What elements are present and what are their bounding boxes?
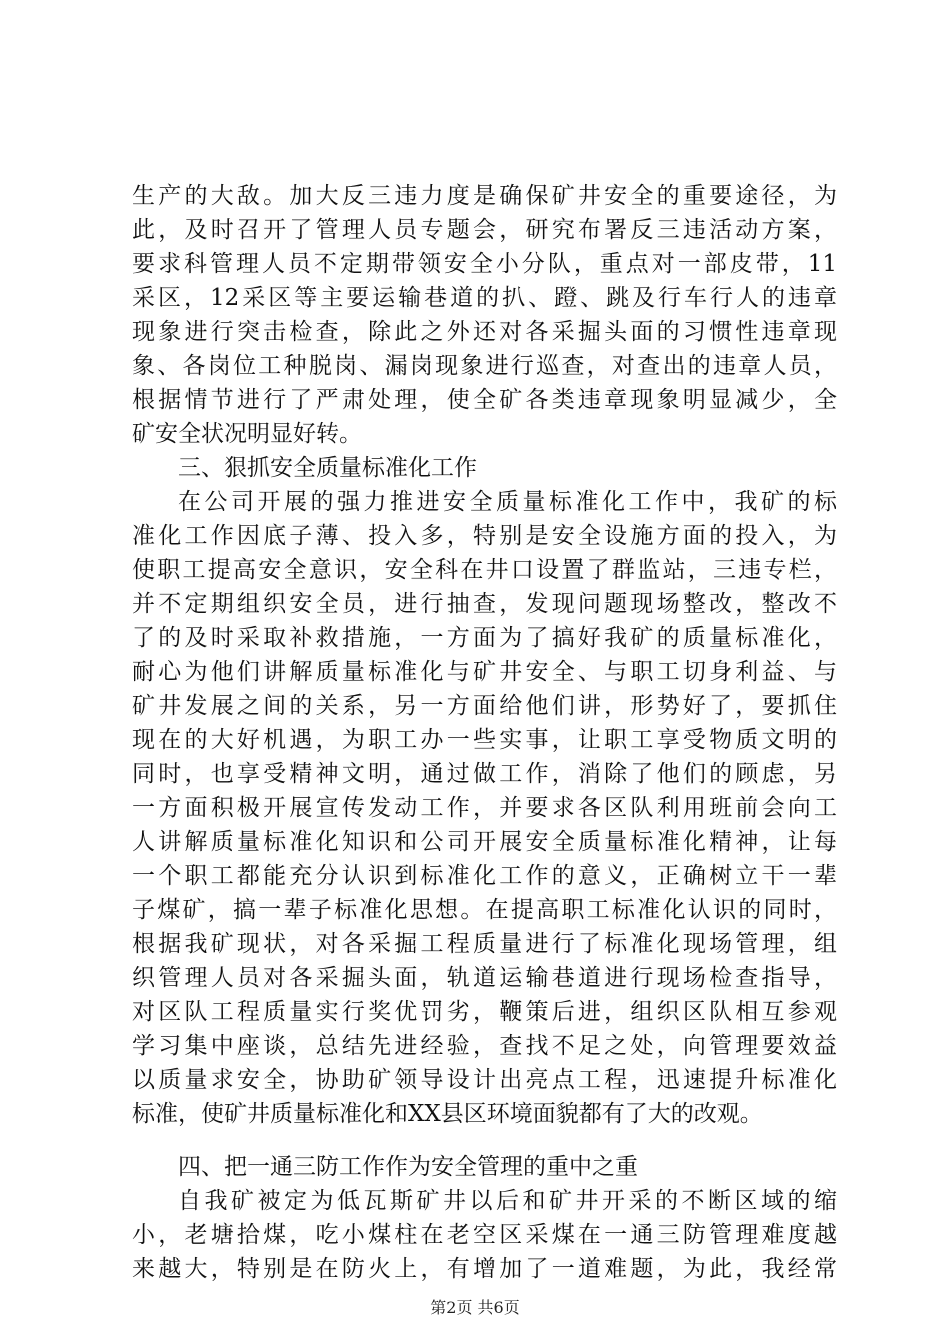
text-line: 耐心为他们讲解质量标准化与矿井安全、与职工切身利益、与 (132, 659, 837, 685)
text-line: 现象进行突击检查，除此之外还对各采掘头面的习惯性违章现 (132, 319, 837, 345)
text-line: 生产的大敌。加大反三违力度是确保矿井安全的重要途径，为 (132, 183, 837, 209)
text-line: 根据我矿现状，对各采掘工程质量进行了标准化现场管理，组 (132, 931, 837, 957)
text-line: 使职工提高安全意识，安全科在井口设置了群监站，三违专栏， (132, 557, 837, 583)
text-line: 来越大，特别是在防火上，有增加了一道难题，为此，我经常 (132, 1256, 837, 1282)
text-line: 并不定期组织安全员，进行抽查，发现问题现场整改，整改不 (132, 591, 837, 617)
text-line: 对区队工程质量实行奖优罚劣，鞭策后进，组织区队相互参观 (132, 999, 837, 1025)
text-line: 采区，12采区等主要运输巷道的扒、蹬、跳及行车行人的违章 (132, 285, 837, 311)
text-line: 了的及时采取补救措施，一方面为了搞好我矿的质量标准化， (132, 625, 837, 651)
text-line: 矿井发展之间的关系，另一方面给他们讲，形势好了，要抓住 (132, 693, 837, 719)
text-line: 同时，也享受精神文明，通过做工作，消除了他们的顾虑，另 (132, 761, 837, 787)
text-line: 准化工作因底子薄、投入多，特别是安全设施方面的投入，为 (132, 523, 837, 549)
text-line: 子煤矿，搞一辈子标准化思想。在提高职工标准化认识的同时， (132, 897, 837, 923)
text-line: 象、各岗位工种脱岗、漏岗现象进行巡查，对查出的违章人员， (132, 353, 837, 379)
text-line: 此，及时召开了管理人员专题会，研究布署反三违活动方案， (132, 217, 837, 243)
text-line: 现在的大好机遇，为职工办一些实事，让职工享受物质文明的 (132, 727, 837, 753)
text-line: 一个职工都能充分认识到标准化工作的意义，正确树立干一辈 (132, 863, 837, 889)
text-line: 一方面积极开展宣传发动工作，并要求各区队利用班前会向工 (132, 795, 837, 821)
text-line: 在公司开展的强力推进安全质量标准化工作中，我矿的标 (178, 489, 837, 515)
text-line: 学习集中座谈，总结先进经验，查找不足之处，向管理要效益 (132, 1033, 837, 1059)
text-line: 自我矿被定为低瓦斯矿井以后和矿井开采的不断区域的缩 (178, 1188, 837, 1214)
text-line: 标准，使矿井质量标准化和XX县区环境面貌都有了大的改观。 (132, 1101, 763, 1127)
text-line: 以质量求安全，协助矿领导设计出亮点工程，迅速提升标准化 (132, 1067, 837, 1093)
text-line: 根据情节进行了严肃处理，使全矿各类违章现象明显减少，全 (132, 387, 837, 413)
page-number-footer: 第2页 共6页 (430, 1298, 520, 1317)
section-heading: 三、狠抓安全质量标准化工作 (178, 455, 477, 481)
text-line: 人讲解质量标准化知识和公司开展安全质量标准化精神，让每 (132, 829, 837, 855)
section-heading: 四、把一通三防工作作为安全管理的重中之重 (178, 1154, 638, 1180)
text-line: 织管理人员对各采掘头面，轨道运输巷道进行现场检查指导， (132, 965, 837, 991)
text-line: 小，老塘拾煤，吃小煤柱在老空区采煤在一通三防管理难度越 (132, 1222, 837, 1248)
text-line: 要求科管理人员不定期带领安全小分队，重点对一部皮带，11 (132, 251, 837, 277)
text-line: 矿安全状况明显好转。 (132, 421, 362, 447)
